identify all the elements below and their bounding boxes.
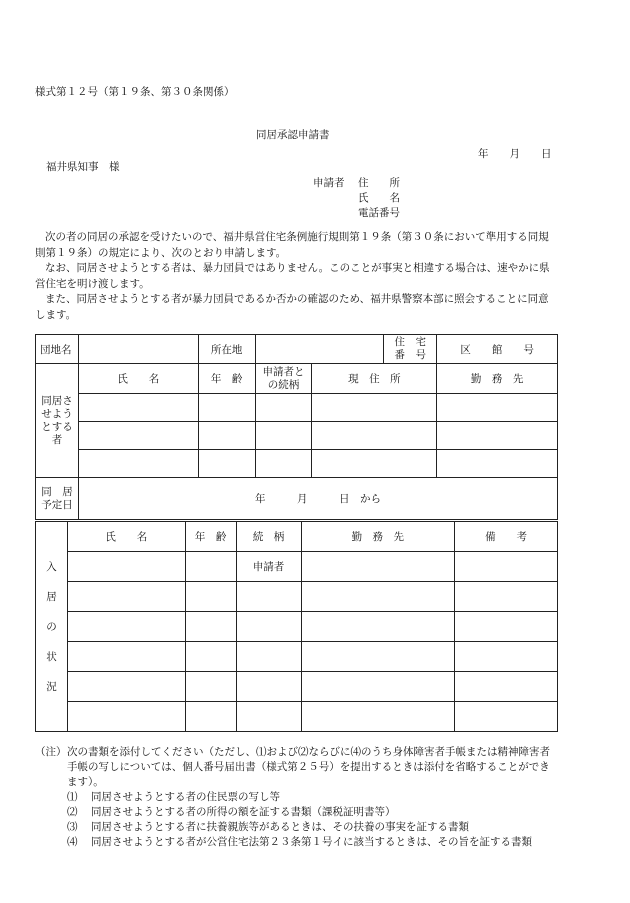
occ-name-cell[interactable] <box>67 702 185 732</box>
occ-workplace-cell[interactable] <box>301 552 455 582</box>
col-name-header: 氏 名 <box>78 364 198 394</box>
note-item <box>67 820 560 835</box>
note-item-text: 同居させようとする者に扶養親族等があるときは、その扶養の事実を証する書類 <box>91 821 469 833</box>
occupancy-table <box>35 521 558 732</box>
occ-age-cell[interactable] <box>185 552 236 582</box>
side-char: 況 <box>46 680 57 693</box>
occ-relation-cell[interactable] <box>236 642 301 672</box>
occ-workplace-cell[interactable] <box>301 702 455 732</box>
cohab-name-cell[interactable] <box>78 394 198 422</box>
complex-name-label: 団地名 <box>36 335 79 364</box>
occ-workplace-cell[interactable] <box>301 672 455 702</box>
cohab-relation-cell[interactable] <box>255 422 312 450</box>
note-item <box>67 835 560 850</box>
paragraph-request: 次の者の同居の承認を受けたいので、福井県営住宅条例施行規則第１９条（第３０条において準用する同規則第１９条）の規定により、次のとおり申請します。 <box>35 231 549 259</box>
occ-name-cell[interactable] <box>67 582 185 612</box>
col-remarks-header: 備 考 <box>455 522 558 552</box>
cohab-age-cell[interactable] <box>198 394 255 422</box>
applicant-name-label: 氏 名 <box>358 192 400 204</box>
col-relation-header: 申請者と の続柄 <box>255 364 312 394</box>
cohab-age-cell[interactable] <box>198 450 255 478</box>
cohab-address-cell[interactable] <box>312 450 437 478</box>
occ-age-cell[interactable] <box>185 702 236 732</box>
note-item <box>67 805 560 820</box>
occ-relation-cell[interactable] <box>236 672 301 702</box>
planned-date-label: 同 居 予定日 <box>36 478 79 520</box>
occ-remarks-cell[interactable] <box>455 552 558 582</box>
col-age-header: 年 齢 <box>185 522 236 552</box>
complex-name-field[interactable] <box>78 335 198 364</box>
occupancy-status-label <box>36 522 68 732</box>
paragraph-pledge: なお、同居させようとする者は、暴力団員ではありません。このことが事実と相違する場合は、速やかに県営住宅を明け渡します。 <box>35 262 550 290</box>
note-item-number: ⑴ <box>67 791 78 803</box>
body-text <box>35 230 557 323</box>
note-item-number: ⑵ <box>67 806 78 818</box>
addressee: 福井県知事 様 <box>46 161 120 173</box>
planned-date-field[interactable]: 年 月 日 から <box>78 478 557 520</box>
col-workplace-header: 勤 務 先 <box>437 364 558 394</box>
cohab-relation-cell[interactable] <box>255 450 312 478</box>
occ-remarks-cell[interactable] <box>455 642 558 672</box>
occ-remarks-cell[interactable] <box>455 702 558 732</box>
side-char: 状 <box>46 650 57 663</box>
side-char: 入 <box>46 560 57 573</box>
applicant-phone-label: 電話番号 <box>358 207 400 219</box>
col-age-header: 年 齢 <box>198 364 255 394</box>
occ-name-cell[interactable] <box>67 642 185 672</box>
cohab-age-cell[interactable] <box>198 422 255 450</box>
occ-age-cell[interactable] <box>185 642 236 672</box>
occ-age-cell[interactable] <box>185 582 236 612</box>
page-title: 同居承認申請書 <box>256 129 330 141</box>
house-number-label: 住 宅 番 号 <box>384 335 437 364</box>
applicant-address-label: 住 所 <box>358 177 400 189</box>
cohab-name-cell[interactable] <box>78 422 198 450</box>
occ-name-cell[interactable] <box>67 612 185 642</box>
cohab-workplace-cell[interactable] <box>437 422 558 450</box>
applicant-label: 申請者 <box>313 177 345 189</box>
occ-relation-cell[interactable] <box>236 612 301 642</box>
paragraph-consent: また、同居させようとする者が暴力団員であるか否かの確認のため、福井県警察本部に照会することに同意します。 <box>35 293 549 321</box>
occ-workplace-cell[interactable] <box>301 642 455 672</box>
cohabitant-label: 同居さ せよう とする 者 <box>36 364 79 478</box>
col-relation-header: 続 柄 <box>236 522 301 552</box>
side-char: の <box>46 620 57 633</box>
occ-age-cell[interactable] <box>185 672 236 702</box>
side-char: 居 <box>46 590 57 603</box>
occ-workplace-cell[interactable] <box>301 612 455 642</box>
occ-workplace-cell[interactable] <box>301 582 455 612</box>
notes-mark: （注） <box>35 746 67 758</box>
note-item-text: 同居させようとする者の住民票の写し等 <box>91 791 280 803</box>
date-line: 年 月 日 <box>478 148 552 160</box>
cohab-address-cell[interactable] <box>312 394 437 422</box>
cohab-workplace-cell[interactable] <box>437 394 558 422</box>
form-number: 様式第１２号（第１９条、第３０条関係） <box>35 86 235 98</box>
ward-building-number[interactable]: 区 館 号 <box>437 335 558 364</box>
cohab-workplace-cell[interactable] <box>437 450 558 478</box>
cohab-address-cell[interactable] <box>312 422 437 450</box>
col-workplace-header: 勤 務 先 <box>301 522 455 552</box>
note-item-number: ⑶ <box>67 821 78 833</box>
occ-remarks-cell[interactable] <box>455 672 558 702</box>
occ-name-cell[interactable] <box>67 552 185 582</box>
occ-remarks-cell[interactable] <box>455 582 558 612</box>
cohabitant-table <box>35 334 558 520</box>
col-address-header: 現 住 所 <box>312 364 437 394</box>
notes-intro: 次の書類を添付してください（ただし、⑴および⑵ならびに⑷のうち身体障害者手帳または精神障害者手帳の写しについては、個人番号届出書（様式第２５号）を提出するときは添付を省略することができます）。 <box>67 746 550 788</box>
location-field[interactable] <box>255 335 384 364</box>
note-item-number: ⑷ <box>67 836 78 848</box>
occ-name-cell[interactable] <box>67 672 185 702</box>
notes-section <box>35 745 560 850</box>
note-item-text: 同居させようとする者が公営住宅法第２３条第１号イに該当するときは、その旨を証する書類 <box>91 836 532 848</box>
note-item-text: 同居させようとする者の所得の額を証する書類（課税証明書等） <box>91 806 396 818</box>
note-item <box>67 790 560 805</box>
location-label: 所在地 <box>198 335 255 364</box>
occ-relation-cell[interactable] <box>236 702 301 732</box>
occ-age-cell[interactable] <box>185 612 236 642</box>
applicant-relation-cell: 申請者 <box>236 552 301 582</box>
occ-remarks-cell[interactable] <box>455 612 558 642</box>
cohab-name-cell[interactable] <box>78 450 198 478</box>
col-name-header: 氏 名 <box>67 522 185 552</box>
occ-relation-cell[interactable] <box>236 582 301 612</box>
cohab-relation-cell[interactable] <box>255 394 312 422</box>
